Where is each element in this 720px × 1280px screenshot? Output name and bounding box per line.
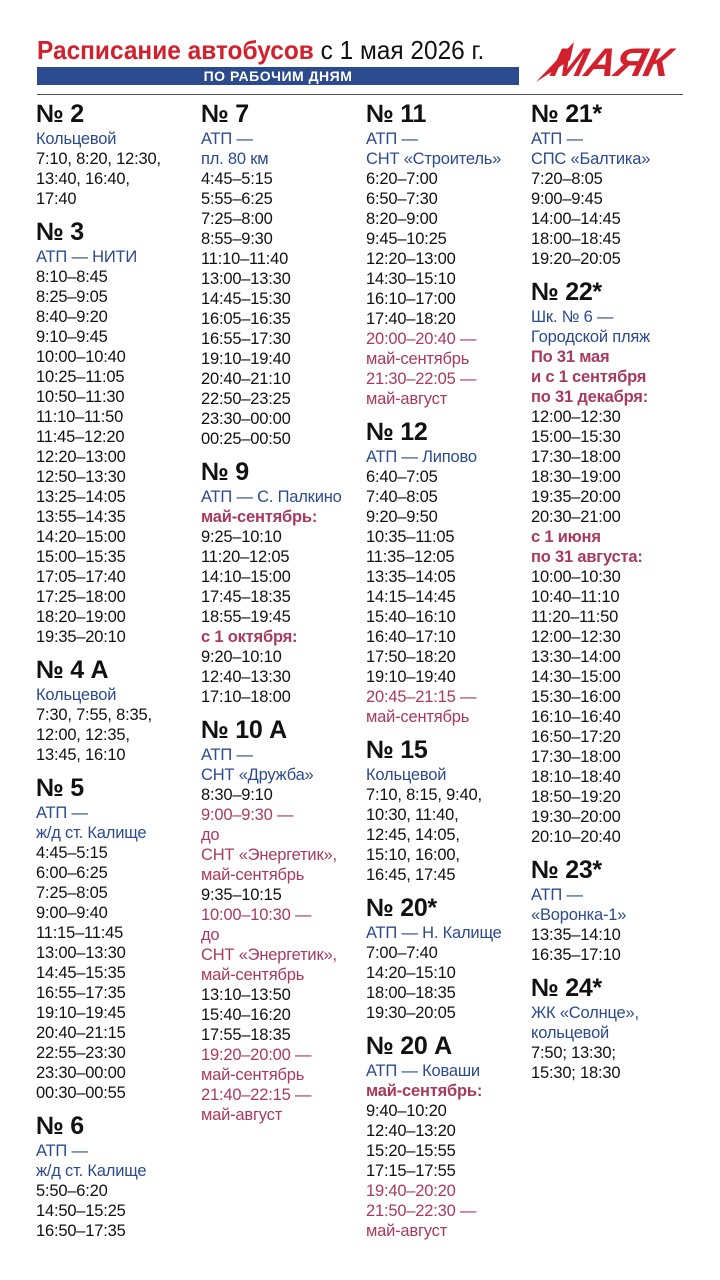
departure-time: 7:10, 8:15, 9:40, — [366, 786, 482, 804]
departure-time: 10:40–11:10 — [531, 588, 620, 606]
departure-time: 15:40–16:10 — [366, 608, 456, 626]
title-date: с 1 мая 2026 г. — [320, 35, 485, 65]
departure-time: 6:50–7:30 — [366, 190, 438, 208]
route-number: № 6 — [36, 1112, 84, 1140]
departure-time: 6:20–7:00 — [366, 170, 438, 188]
departure-time: 8:30–9:10 — [201, 786, 273, 804]
season-label: май-сентябрь: — [366, 1082, 483, 1100]
logo-text: МАЯК — [546, 41, 676, 85]
route-name: АТП — Коваши — [366, 1062, 480, 1080]
seasonal-note: 9:00–9:30 — — [201, 806, 294, 824]
seasonal-note: СНТ «Энергетик», — [201, 946, 337, 964]
departure-time: 20:30–21:00 — [531, 508, 621, 526]
route-number: № 5 — [36, 774, 84, 802]
route-block — [36, 655, 208, 765]
departure-time: 14:30–15:00 — [531, 668, 621, 686]
departure-time: 18:00–18:35 — [366, 984, 456, 1002]
departure-time: 8:10–8:45 — [36, 268, 108, 286]
departure-time: 13:45, 16:10 — [36, 746, 126, 764]
departure-time: 11:10–11:40 — [201, 250, 289, 268]
route-block — [201, 457, 373, 707]
departure-time: 9:20–10:10 — [201, 648, 282, 666]
seasonal-note: май-сентябрь — [366, 350, 470, 368]
departure-time: 14:20–15:10 — [366, 964, 456, 982]
departure-time: 17:30–18:00 — [531, 748, 621, 766]
departure-time: 10:00–10:40 — [36, 348, 126, 366]
route-number: № 11 — [366, 100, 427, 128]
route-number: № 24* — [531, 974, 602, 1002]
seasonal-note: до — [201, 926, 220, 944]
seasonal-note: 21:50–22:30 — — [366, 1202, 477, 1220]
route-block — [531, 973, 703, 1083]
departure-time: 6:00–6:25 — [36, 864, 108, 882]
seasonal-note: май-август — [366, 1222, 448, 1240]
departure-time: 19:10–19:40 — [201, 350, 291, 368]
departure-time: 7:50; 13:30; — [531, 1044, 616, 1062]
route-name: ж/д ст. Калище — [36, 824, 147, 842]
season-label: с 1 октября: — [201, 628, 298, 646]
departure-time: 12:40–13:30 — [201, 668, 291, 686]
route-number: № 4 А — [36, 656, 109, 684]
route-name: ж/д ст. Калище — [36, 1162, 147, 1180]
departure-time: 13:30–14:00 — [531, 648, 621, 666]
departure-time: 8:25–9:05 — [36, 288, 108, 306]
departure-time: 9:20–9:50 — [366, 508, 438, 526]
seasonal-note: май-август — [366, 390, 448, 408]
departure-time: 11:45–12:20 — [36, 428, 125, 446]
departure-time: 10:50–11:30 — [36, 388, 125, 406]
departure-time: 11:35–12:05 — [366, 548, 455, 566]
departure-time: 20:40–21:10 — [201, 370, 291, 388]
route-block — [366, 893, 538, 1023]
departure-time: 15:00–15:35 — [36, 548, 126, 566]
departure-time: 5:55–6:25 — [201, 190, 273, 208]
departure-time: 22:50–23:25 — [201, 390, 291, 408]
seasonal-note: 20:45–21:15 — — [366, 688, 477, 706]
departure-time: 16:10–16:40 — [531, 708, 621, 726]
departure-time: 14:20–15:00 — [36, 528, 126, 546]
departure-time: 7:25–8:00 — [201, 210, 273, 228]
departure-time: 20:40–21:15 — [36, 1024, 126, 1042]
departure-time: 17:05–17:40 — [36, 568, 126, 586]
departure-time: 12:00–12:30 — [531, 408, 621, 426]
departure-time: 14:30–15:10 — [366, 270, 456, 288]
departure-time: 15:00–15:30 — [531, 428, 621, 446]
mayak-logo — [534, 38, 684, 88]
departure-time: 18:30–19:00 — [531, 468, 621, 486]
season-label: по 31 декабря: — [531, 388, 649, 406]
departure-time: 9:25–10:10 — [201, 528, 282, 546]
departure-time: 5:50–6:20 — [36, 1182, 108, 1200]
departure-time: 8:55–9:30 — [201, 230, 273, 248]
route-name: Городской пляж — [531, 328, 650, 346]
route-name: ЖК «Солнце», — [531, 1004, 639, 1022]
departure-time: 12:40–13:20 — [366, 1122, 456, 1140]
departure-time: 23:30–00:00 — [201, 410, 291, 428]
season-label: По 31 мая — [531, 348, 610, 366]
route-name: Кольцевой — [366, 766, 447, 784]
route-block — [36, 1111, 208, 1241]
departure-time: 17:25–18:00 — [36, 588, 126, 606]
departure-time: 17:40 — [36, 190, 77, 208]
departure-time: 13:00–13:30 — [201, 270, 291, 288]
departure-time: 15:30; 18:30 — [531, 1064, 621, 1082]
departure-time: 12:00, 12:35, — [36, 726, 130, 744]
route-number: № 2 — [36, 100, 84, 128]
route-name: АТП — — [531, 886, 583, 904]
route-name: АТП — — [201, 746, 253, 764]
route-block — [366, 99, 538, 409]
seasonal-note: 21:30–22:05 — — [366, 370, 477, 388]
departure-time: 17:40–18:20 — [366, 310, 456, 328]
departure-time: 18:50–19:20 — [531, 788, 621, 806]
route-number: № 23* — [531, 856, 602, 884]
route-number: № 3 — [36, 218, 84, 246]
departure-time: 11:15–11:45 — [36, 924, 124, 942]
departure-time: 12:20–13:00 — [366, 250, 456, 268]
departure-time: 13:35–14:05 — [366, 568, 456, 586]
departure-time: 13:35–14:10 — [531, 926, 621, 944]
route-block — [531, 277, 703, 847]
route-name: АТП — С. Палкино — [201, 488, 342, 506]
departure-time: 19:10–19:45 — [36, 1004, 126, 1022]
departure-time: 7:25–8:05 — [36, 884, 108, 902]
route-name: кольцевой — [531, 1024, 610, 1042]
route-name: АТП — — [36, 804, 88, 822]
route-number: № 12 — [366, 418, 428, 446]
departure-time: 11:20–12:05 — [201, 548, 290, 566]
departure-time: 8:40–9:20 — [36, 308, 108, 326]
departure-time: 10:35–11:05 — [366, 528, 455, 546]
title-main: Расписание автобусов — [37, 35, 314, 65]
departure-time: 17:50–18:20 — [366, 648, 456, 666]
season-label: с 1 июня — [531, 528, 601, 546]
departure-time: 18:20–19:00 — [36, 608, 126, 626]
departure-time: 00:30–00:55 — [36, 1084, 126, 1102]
route-name: АТП — НИТИ — [36, 248, 138, 266]
route-block — [36, 99, 208, 209]
departure-time: 17:30–18:00 — [531, 448, 621, 466]
route-block — [36, 217, 208, 647]
departure-time: 17:45–18:35 — [201, 588, 291, 606]
departure-time: 14:00–14:45 — [531, 210, 621, 228]
departure-time: 16:05–16:35 — [201, 310, 291, 328]
departure-time: 9:35–10:15 — [201, 886, 282, 904]
seasonal-note: май-сентябрь — [201, 1066, 305, 1084]
departure-time: 11:20–11:50 — [531, 608, 619, 626]
route-name: АТП — Липово — [366, 448, 477, 466]
seasonal-note: 21:40–22:15 — — [201, 1086, 312, 1104]
page-header — [37, 34, 720, 96]
departure-time: 14:45–15:30 — [201, 290, 291, 308]
route-number: № 15 — [366, 736, 428, 764]
departure-time: 13:55–14:35 — [36, 508, 126, 526]
departure-time: 16:55–17:35 — [36, 984, 126, 1002]
route-block — [366, 1031, 538, 1241]
route-block — [201, 99, 373, 449]
header-divider — [37, 94, 683, 95]
departure-time: 17:10–18:00 — [201, 688, 291, 706]
route-block — [201, 715, 373, 1125]
route-name: АТП — — [531, 130, 583, 148]
route-name: АТП — — [366, 130, 418, 148]
subtitle-bar: ПО РАБОЧИМ ДНЯМ — [37, 67, 519, 85]
departure-time: 11:10–11:50 — [36, 408, 124, 426]
schedule-column-1 — [36, 99, 208, 1249]
departure-time: 00:25–00:50 — [201, 430, 291, 448]
departure-time: 4:45–5:15 — [36, 844, 108, 862]
departure-time: 16:55–17:30 — [201, 330, 291, 348]
departure-time: 14:10–15:00 — [201, 568, 291, 586]
departure-time: 8:20–9:00 — [366, 210, 438, 228]
departure-time: 9:00–9:40 — [36, 904, 108, 922]
departure-time: 16:50–17:20 — [531, 728, 621, 746]
departure-time: 10:25–11:05 — [36, 368, 125, 386]
route-number: № 9 — [201, 458, 249, 486]
route-name: СНТ «Строитель» — [366, 150, 502, 168]
departure-time: 7:40–8:05 — [366, 488, 438, 506]
departure-time: 12:45, 14:05, — [366, 826, 460, 844]
departure-time: 6:40–7:05 — [366, 468, 438, 486]
route-block — [366, 735, 538, 885]
departure-time: 19:30–20:05 — [366, 1004, 456, 1022]
departure-time: 16:40–17:10 — [366, 628, 456, 646]
departure-time: 7:20–8:05 — [531, 170, 603, 188]
season-label: и с 1 сентября — [531, 368, 647, 386]
departure-time: 13:40, 16:40, — [36, 170, 130, 188]
departure-time: 19:35–20:00 — [531, 488, 621, 506]
departure-time: 12:20–13:00 — [36, 448, 126, 466]
departure-time: 15:20–15:55 — [366, 1142, 456, 1160]
route-name: «Воронка-1» — [531, 906, 627, 924]
seasonal-note: до — [201, 826, 220, 844]
departure-time: 18:10–18:40 — [531, 768, 621, 786]
departure-time: 15:30–16:00 — [531, 688, 621, 706]
departure-time: 12:50–13:30 — [36, 468, 126, 486]
route-block — [531, 855, 703, 965]
route-number: № 7 — [201, 100, 249, 128]
route-name: Кольцевой — [36, 130, 117, 148]
route-number: № 21* — [531, 100, 602, 128]
departure-time: 10:00–10:30 — [531, 568, 621, 586]
departure-time: 22:55–23:30 — [36, 1044, 126, 1062]
season-label: май-сентябрь: — [201, 508, 318, 526]
route-name: АТП — — [36, 1142, 88, 1160]
departure-time: 19:10–19:40 — [366, 668, 456, 686]
departure-time: 12:00–12:30 — [531, 628, 621, 646]
seasonal-note: СНТ «Энергетик», — [201, 846, 337, 864]
seasonal-note: май-август — [201, 1106, 283, 1124]
departure-time: 20:10–20:40 — [531, 828, 621, 846]
schedule-column-4 — [531, 99, 703, 1091]
departure-time: 16:45, 17:45 — [366, 866, 456, 884]
route-block — [366, 417, 538, 727]
seasonal-note: май-сентябрь — [201, 866, 305, 884]
departure-time: 4:45–5:15 — [201, 170, 273, 188]
departure-time: 15:40–16:20 — [201, 1006, 291, 1024]
departure-time: 18:55–19:45 — [201, 608, 291, 626]
departure-time: 16:35–17:10 — [531, 946, 621, 964]
departure-time: 14:15–14:45 — [366, 588, 456, 606]
departure-time: 7:10, 8:20, 12:30, — [36, 150, 161, 168]
route-number: № 20 А — [366, 1032, 452, 1060]
route-number: № 22* — [531, 278, 602, 306]
departure-time: 18:00–18:45 — [531, 230, 621, 248]
departure-time: 9:40–10:20 — [366, 1102, 447, 1120]
departure-time: 16:10–17:00 — [366, 290, 456, 308]
seasonal-note: май-сентябрь — [201, 966, 305, 984]
page-title — [37, 34, 484, 66]
route-name: Шк. № 6 — — [531, 308, 614, 326]
seasonal-note: май-сентябрь — [366, 708, 470, 726]
route-block — [531, 99, 703, 269]
departure-time: 17:55–18:35 — [201, 1026, 291, 1044]
route-name: АТП — — [201, 130, 253, 148]
departure-time: 9:45–10:25 — [366, 230, 447, 248]
departure-time: 9:10–9:45 — [36, 328, 108, 346]
departure-time: 19:35–20:10 — [36, 628, 126, 646]
departure-time: 23:30–00:00 — [36, 1064, 126, 1082]
season-label: по 31 августа: — [531, 548, 643, 566]
departure-time: 16:50–17:35 — [36, 1222, 126, 1240]
departure-time: 15:10, 16:00, — [366, 846, 460, 864]
departure-time: 14:50–15:25 — [36, 1202, 126, 1220]
schedule-column-3 — [366, 99, 538, 1249]
schedule-column-2 — [201, 99, 373, 1133]
seasonal-note: 20:00–20:40 — — [366, 330, 477, 348]
departure-time: 17:15–17:55 — [366, 1162, 456, 1180]
route-name: Кольцевой — [36, 686, 117, 704]
departure-time: 19:30–20:00 — [531, 808, 621, 826]
departure-time: 13:25–14:05 — [36, 488, 126, 506]
route-block — [36, 773, 208, 1103]
seasonal-note: 10:00–10:30 — — [201, 906, 312, 924]
route-name: СПС «Балтика» — [531, 150, 651, 168]
route-name: пл. 80 км — [201, 150, 269, 168]
route-number: № 10 А — [201, 716, 287, 744]
departure-time: 9:00–9:45 — [531, 190, 603, 208]
departure-time: 7:00–7:40 — [366, 944, 438, 962]
seasonal-note: 19:40–20:20 — [366, 1182, 456, 1200]
departure-time: 19:20–20:05 — [531, 250, 621, 268]
route-name: СНТ «Дружба» — [201, 766, 314, 784]
departure-time: 14:45–15:35 — [36, 964, 126, 982]
departure-time: 13:10–13:50 — [201, 986, 291, 1004]
seasonal-note: 19:20–20:00 — — [201, 1046, 312, 1064]
departure-time: 10:30, 11:40, — [366, 806, 459, 824]
route-number: № 20* — [366, 894, 437, 922]
departure-time: 7:30, 7:55, 8:35, — [36, 706, 152, 724]
departure-time: 13:00–13:30 — [36, 944, 126, 962]
route-name: АТП — Н. Калище — [366, 924, 502, 942]
